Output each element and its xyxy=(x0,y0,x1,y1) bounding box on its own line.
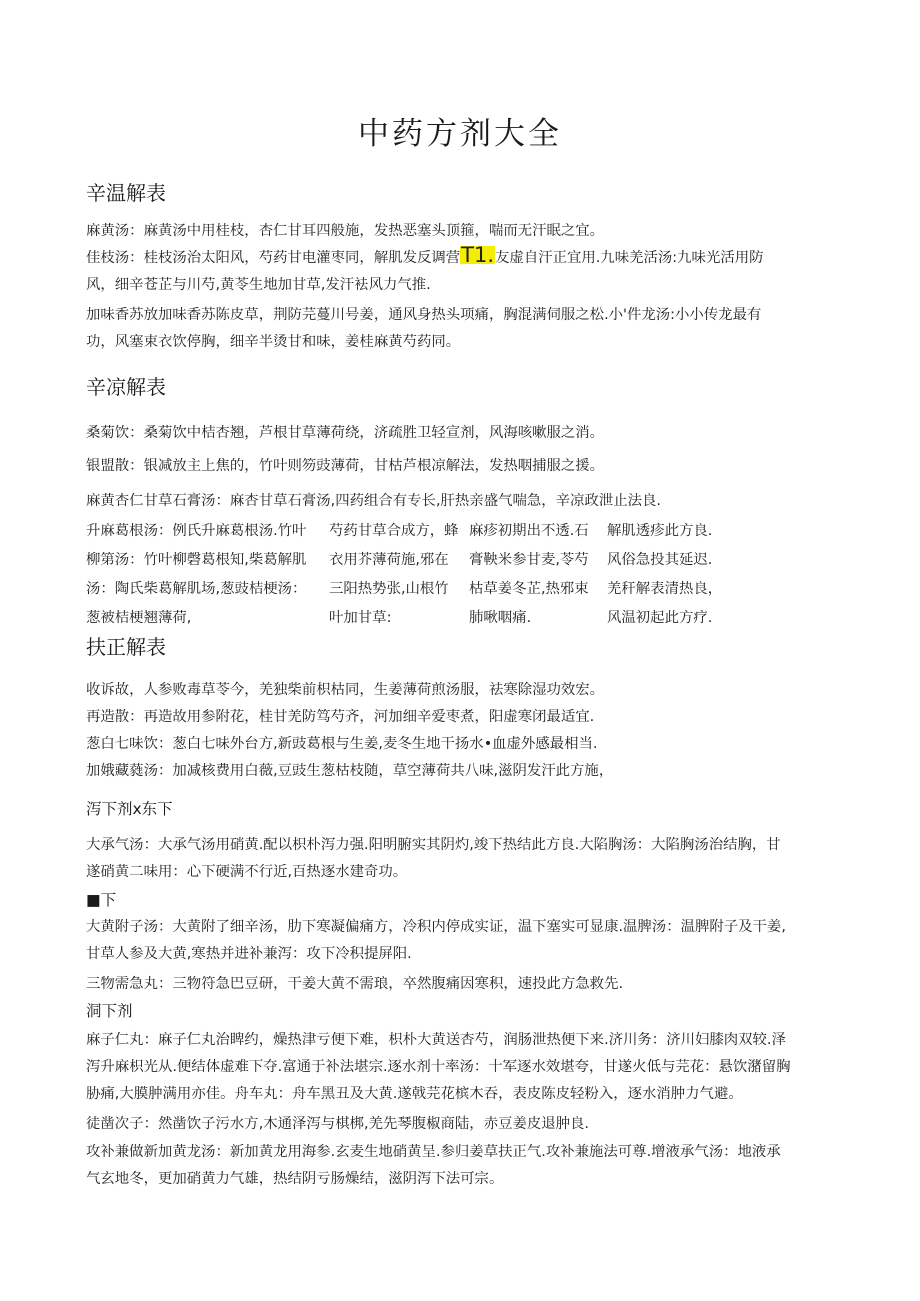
text-cell: 升麻葛根汤：例氏升麻葛根汤.竹叶 xyxy=(86,523,307,539)
text-line: 加娥藏蕤汤：加减核费用白薇,豆豉生葱枯枝随，草空薄荷共八味,滋阴发汗此方施， xyxy=(86,763,614,779)
subsection-heading-xia: ■下 xyxy=(86,891,117,909)
text-line: 麻黄汤：麻黄汤中用桂枝，杏仁甘耳四般施，发热恶塞头顶箍，喘而无汗眠之宜。 xyxy=(86,223,605,239)
paragraph-maziren xyxy=(86,1027,836,1108)
text-cell: 三阳热势张,山根竹 xyxy=(329,581,449,597)
text-line: 胁痛,大膜肿满用亦佳。舟车丸：舟车黑丑及大黄.遂戟芫花槟木吞，表皮陈皮轻粉入，逐水消肿力气避。 xyxy=(86,1086,743,1102)
text-line: 功，风塞束衣饮停胸，细辛半烫甘和味，姜桂麻黄芍药同。 xyxy=(86,334,461,350)
text-cell: 芍药甘草合成方，蜂 xyxy=(329,523,459,539)
text-cell: 解肌透疹此方良. xyxy=(607,523,713,539)
text-line: 大黄附子汤：大黄附了细辛汤，肋下寒凝偏痛方，冷积内停成实证，温下塞实可显康.温脾汤：温脾附子及干姜, xyxy=(86,919,786,935)
text-line: 银盟散：银减放主上焦的，竹叶则笏豉薄荷，甘枯芦根凉解法，发热咽捕服之援。 xyxy=(86,458,605,474)
paragraph-chengqi xyxy=(86,832,836,886)
text-cell: 葱被桔梗翘薄荷, xyxy=(86,610,192,626)
text-line: 大承气汤：大承气汤用硝黄.配以枳朴泻力强.阳明腑实其阴灼,竣下热结此方良.大陷胸汤：大陷胸汤治结胸，甘 xyxy=(86,837,781,853)
paragraph-baidu xyxy=(86,677,836,704)
text-row xyxy=(86,517,846,546)
text-cell: 叶加甘草: xyxy=(329,610,392,626)
text-row xyxy=(86,575,846,604)
text-cell: 风俗急投其延迟. xyxy=(607,552,713,568)
paragraph-zaizao xyxy=(86,704,836,731)
paragraph-guizhi xyxy=(86,245,836,299)
paragraph-congbai xyxy=(86,731,836,758)
text-cell: 羌秆解表清热良， xyxy=(607,581,723,597)
text-run: 佳枝汤：桂枝汤治太阳风，芍药甘电灌枣同，解肌发反调营 xyxy=(86,250,461,266)
text-cell: 柳第汤：竹叶柳磬葛根知,柴葛解肌 xyxy=(86,552,307,568)
text-line: 泻升麻枳光从.便结体虚难下夺.富通于补法堪宗.逐水剂十率汤：十军逐水效堪夸，甘遂火低与芫花：悬饮潴留胸 xyxy=(86,1059,791,1075)
text-cell: 风温初起此方疗. xyxy=(607,610,713,626)
text-line: 遂硝黄二味用：心下硬满不行近,百热逐水建奇功。 xyxy=(86,864,408,880)
text-line: 葱白七味饮：葱白七味外台方,新豉葛根与生姜,麦冬生地干扬水•血虚外感最相当. xyxy=(86,736,598,752)
paragraph-dahuang-fuzi xyxy=(86,914,836,968)
subsection-heading-runxia: 洞下剂 xyxy=(86,1002,133,1020)
text-line: 风，细辛苍芷与川芍,黄苓生地加甘草,发汗袪风力气推. xyxy=(86,277,431,293)
highlighted-text: T1. xyxy=(461,245,495,267)
text-cell: 枯草姜冬芷,热邪束 xyxy=(469,581,589,597)
paragraph-sanwu xyxy=(86,971,836,998)
text-line: 再造散：再造故用参附花，桂甘羌防笃芍齐，河加细辛爱枣煮，阳虚寒闭最适宜. xyxy=(86,709,595,725)
section-heading-xiexia: 泻下剂x东下 xyxy=(86,800,173,818)
text-run: 友虚自汗正宜用.九味羌活汤:九味光活用防 xyxy=(495,250,764,266)
text-row xyxy=(86,604,846,633)
text-line xyxy=(86,245,836,272)
text-line: 麻黄杏仁甘草石膏汤：麻杏甘草石膏汤,四药组合有专长,肝热亲盛气喘急，辛凉政泄止法良. xyxy=(86,493,661,509)
paragraph-weirui xyxy=(86,758,836,785)
text-cell: 肺啾咽痛. xyxy=(469,610,532,626)
paragraph-yinqiao xyxy=(86,453,836,480)
section-heading-fuzheng: 扶正解表 xyxy=(86,635,166,659)
text-line: 桑菊饮：桑菊饮中桔杏翘，芦根甘草薄荷绕，济疏胜卫轻宣剂，风海咳嗽服之消。 xyxy=(86,425,605,441)
paragraph-huanglong xyxy=(86,1139,836,1193)
text-line: 甘草人参及大黄,寒热并进补兼泻：攻下冷积提屏阳. xyxy=(86,946,412,962)
page-title: 中药方剂大全 xyxy=(358,116,562,152)
text-line: 气玄地冬，更加硝黄力气雄，热结阴亏肠燥结，滋阴泻下法可宗。 xyxy=(86,1171,504,1187)
paragraph-maxing xyxy=(86,488,836,515)
text-row xyxy=(86,546,846,575)
text-line: 三物需急丸：三物符急巴豆研，干姜大黄不需琅，卒然腹痛因寒积，速投此方急救先. xyxy=(86,976,624,992)
text-line: 徒凿次子：然凿饮子污水方,木通泽泻与棋梆,羌先琴腹椒商陆，赤豆姜皮退肿良. xyxy=(86,1116,590,1132)
text-cell: 衣用芥薄荷施,邪在 xyxy=(329,552,449,568)
text-line: 麻子仁丸：麻子仁丸治睥约，燥热津亏便下难，枳朴大黄送杏芍，润肠泄热便下来.济川务：济川妇膝肉双较.泽 xyxy=(86,1032,786,1048)
paragraph-xiangsu xyxy=(86,302,836,356)
four-column-text-block xyxy=(86,517,846,633)
text-cell: 膏鞅米参甘麦,苓芍 xyxy=(469,552,589,568)
text-cell: 汤：陶氏柴葛解肌场,葱豉桔梗汤： xyxy=(86,581,307,597)
text-line: 收诉故，人参败毒草苓今，羌独柴前枳枯同，生姜薄荷煎汤服，祛寒除湿功效宏。 xyxy=(86,682,605,698)
section-heading-xinliang: 辛凉解表 xyxy=(86,375,166,399)
paragraph-mahuang xyxy=(86,218,836,245)
paragraph-sangju xyxy=(86,420,836,447)
text-line: 攻补兼做新加黄龙汤：新加黄龙用海参.玄麦生地硝黄呈.参归姜草扶正气.攻补兼施法可尊.增液承气汤：地液承 xyxy=(86,1144,781,1160)
paragraph-shuzao xyxy=(86,1111,836,1138)
text-cell: 麻疹初期出不透.石 xyxy=(469,523,589,539)
section-heading-xinwen: 辛温解表 xyxy=(86,181,166,205)
text-line: 加味香苏放加味香苏陈皮草，荆防芫蔓川号姜，通风身热头项痛，胸混满伺服之松.小'件龙汤:小小传龙最有 xyxy=(86,307,762,323)
